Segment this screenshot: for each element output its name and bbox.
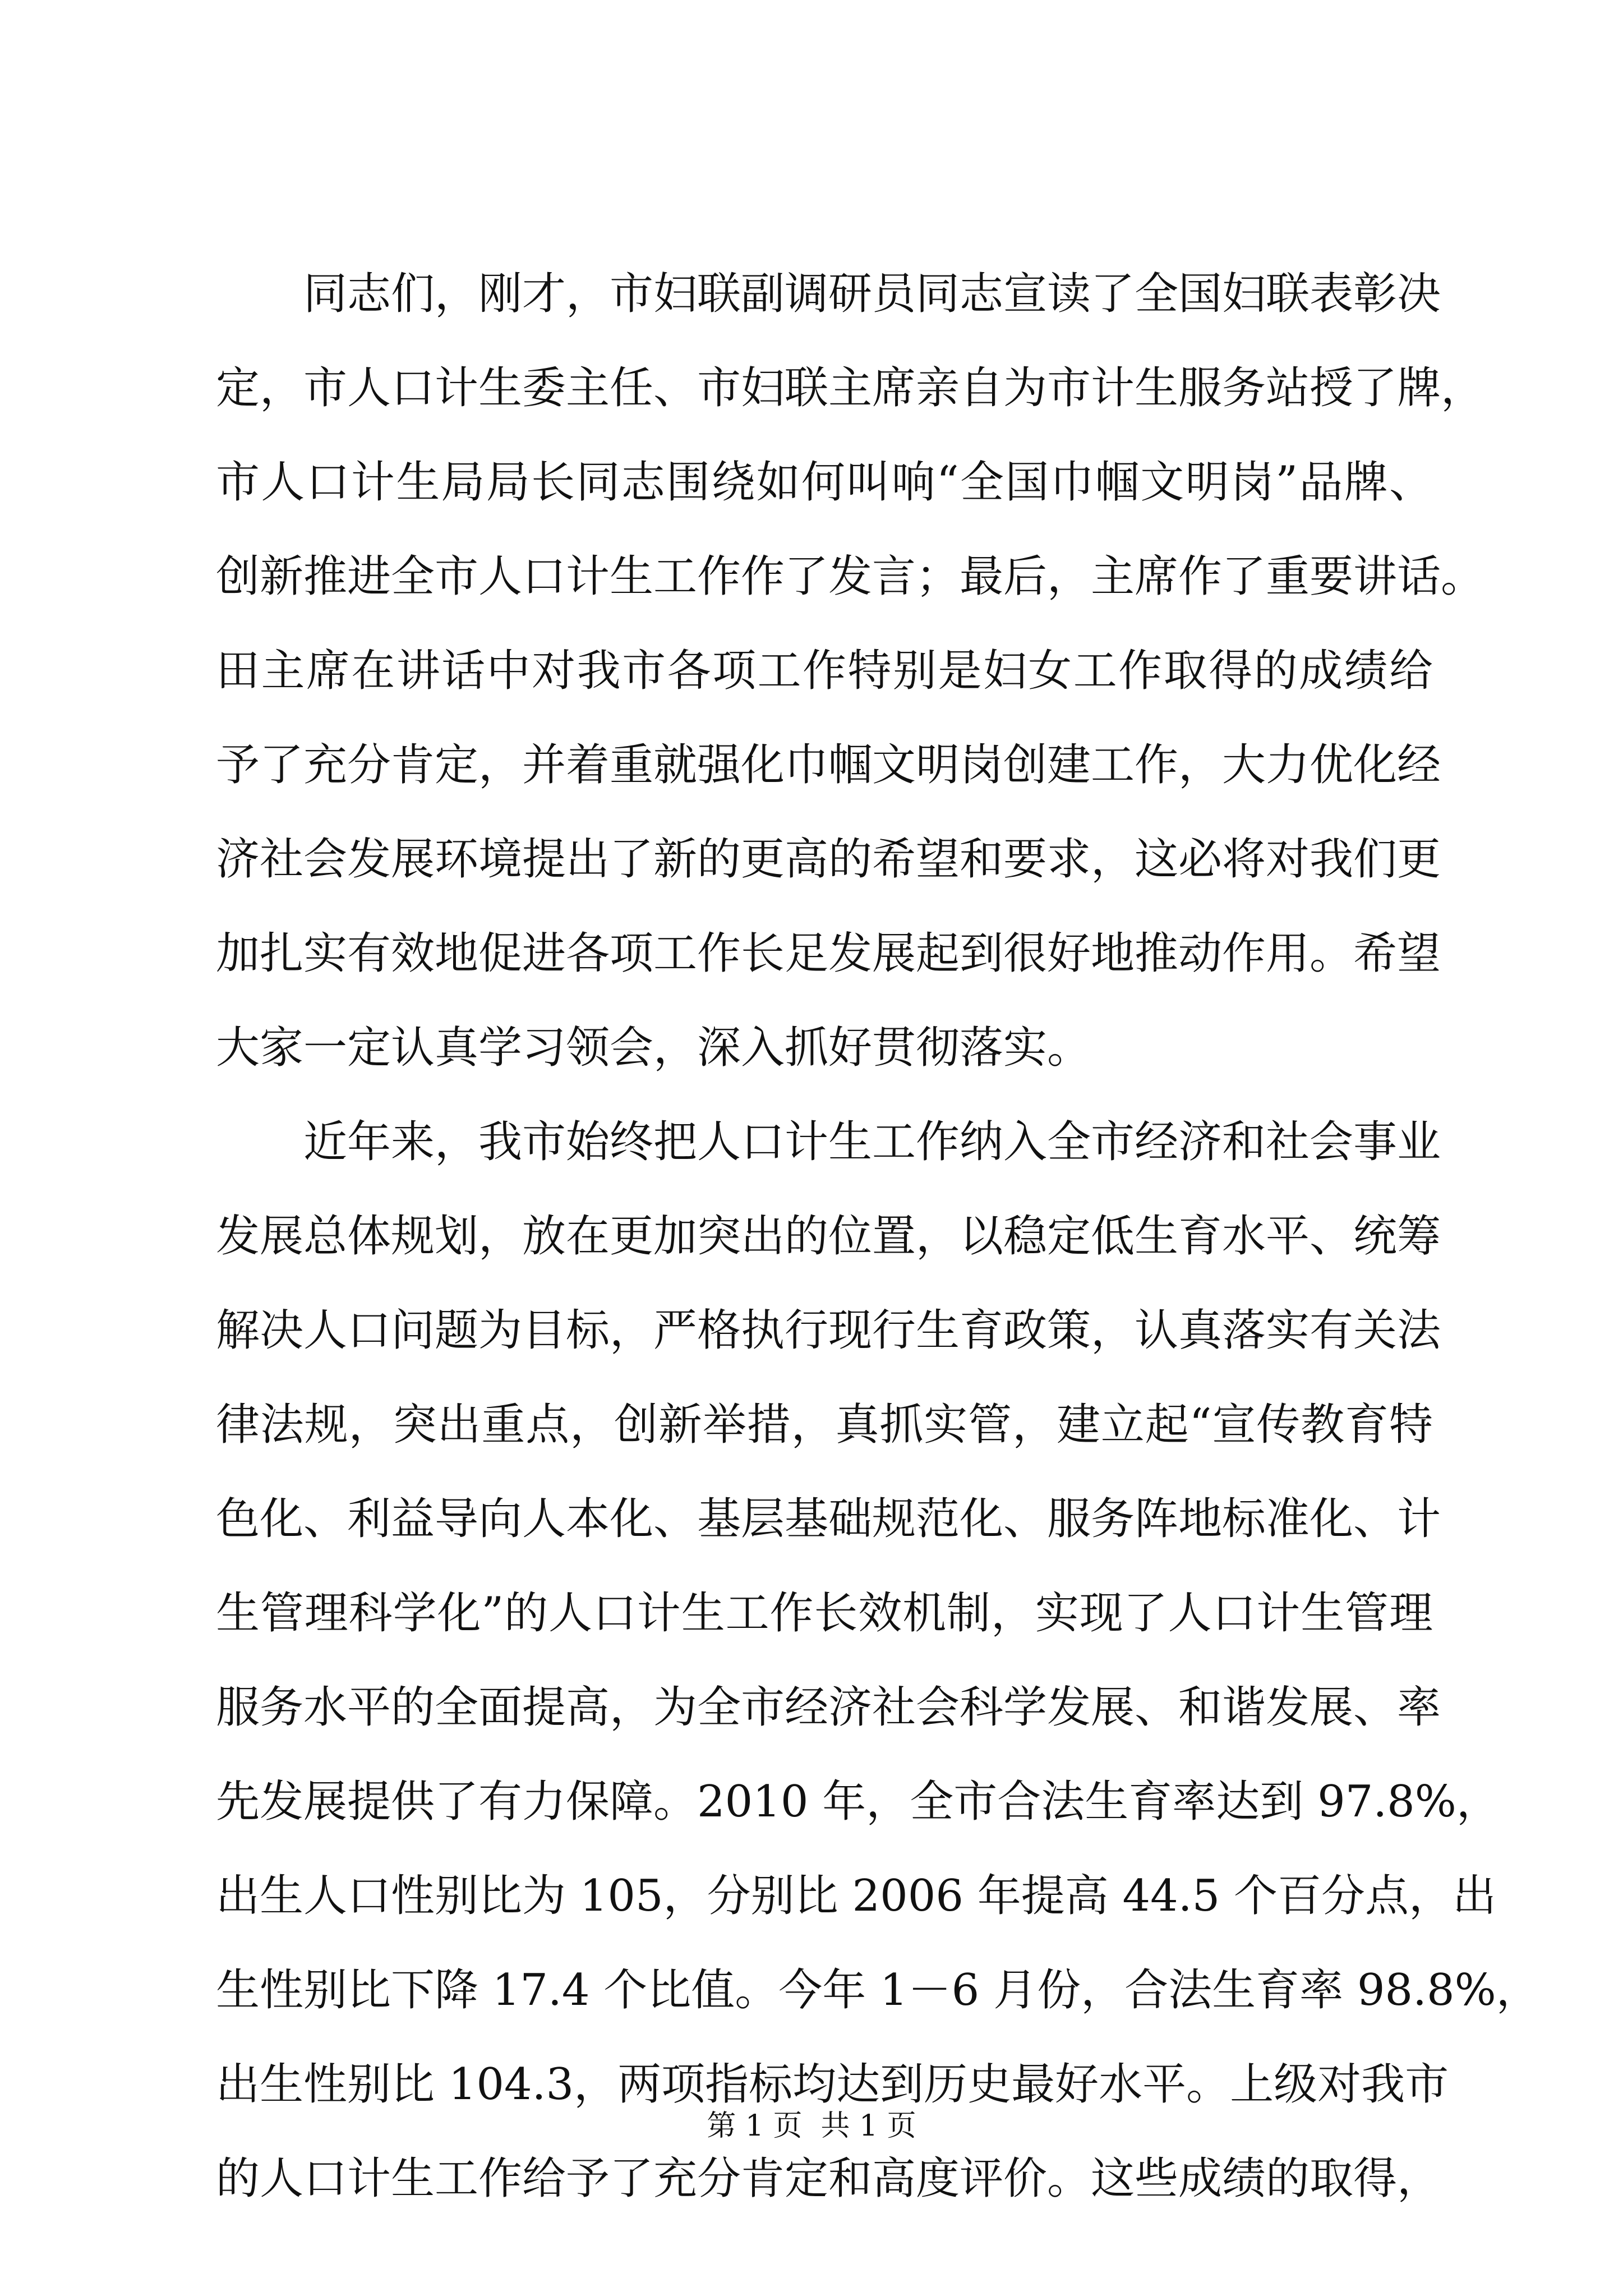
paragraph-1-line-1: 同志们，刚才，市妇联副调研员同志宣读了全国妇联表彰决 — [303, 269, 1441, 319]
paragraph-1-line-5: 田主席在讲话中对我市各项工作特别是妇女工作取得的成绩给 — [216, 646, 1433, 696]
paragraph-2-line-10: 生性别比下降 17.4 个比值。今年 1－6 月份，合法生育率 98.8%， — [216, 1965, 1540, 2016]
paragraph-1-line-8: 加扎实有效地促进各项工作长足发展起到很好地推动作用。希望 — [216, 928, 1441, 979]
paragraph-1-line-6: 予了充分肯定，并着重就强化巾帼文明岗创建工作，大力优化经 — [216, 740, 1441, 790]
paragraph-2-line-3: 解决人口问题为目标，严格执行现行生育政策，认真落实有关法 — [216, 1305, 1441, 1356]
page-footer — [0, 2106, 1623, 2146]
paragraph-2-line-11: 出生性别比 104.3，两项指标均达到历史最好水平。上级对我市 — [216, 2059, 1449, 2110]
paragraph-2-line-7: 服务水平的全面提高，为全市经济社会科学发展、和谐发展、率 — [216, 1682, 1441, 1733]
paragraph-2-line-1: 近年来，我市始终把人口计生工作纳入全市经济和社会事业 — [303, 1117, 1441, 1167]
paragraph-2-line-9: 出生人口性别比为 105，分别比 2006 年提高 44.5 个百分点，出 — [216, 1871, 1497, 1921]
paragraph-1-line-2: 定，市人口计生委主任、市妇联主席亲自为市计生服务站授了牌， — [216, 363, 1485, 413]
body-text — [216, 247, 1540, 2226]
paragraph-1-line-9: 大家一定认真学习领会，深入抓好贯彻落实。 — [216, 1023, 1091, 1073]
paragraph-1-line-4: 创新推进全市人口计生工作作了发言；最后，主席作了重要讲话。 — [216, 551, 1485, 602]
paragraph-2-line-12: 的人口计生工作给予了充分肯定和高度评价。这些成绩的取得， — [216, 2154, 1441, 2204]
paragraph-2-line-2: 发展总体规划，放在更加突出的位置，以稳定低生育水平、统筹 — [216, 1211, 1441, 1262]
paragraph-2-line-4: 律法规，突出重点，创新举措，真抓实管，建立起“宣传教育特 — [216, 1400, 1433, 1450]
paragraph-2-line-6: 生管理科学化”的人口计生工作长效机制，实现了人口计生管理 — [216, 1588, 1433, 1639]
paragraph-1-line-3: 市人口计生局局长同志围绕如何叫响“全国巾帼文明岗”品牌、 — [216, 457, 1433, 508]
paragraph-1-line-7: 济社会发展环境提出了新的更高的希望和要求，这必将对我们更 — [216, 834, 1441, 885]
paragraph-2-line-8: 先发展提供了有力保障。2010 年，全市合法生育率达到 97.8%， — [216, 1777, 1500, 1827]
page-number-label: 第 1 页 共 1 页 — [707, 2109, 916, 2143]
paragraph-2-line-5: 色化、利益导向人本化、基层基础规范化、服务阵地标准化、计 — [216, 1494, 1441, 1544]
